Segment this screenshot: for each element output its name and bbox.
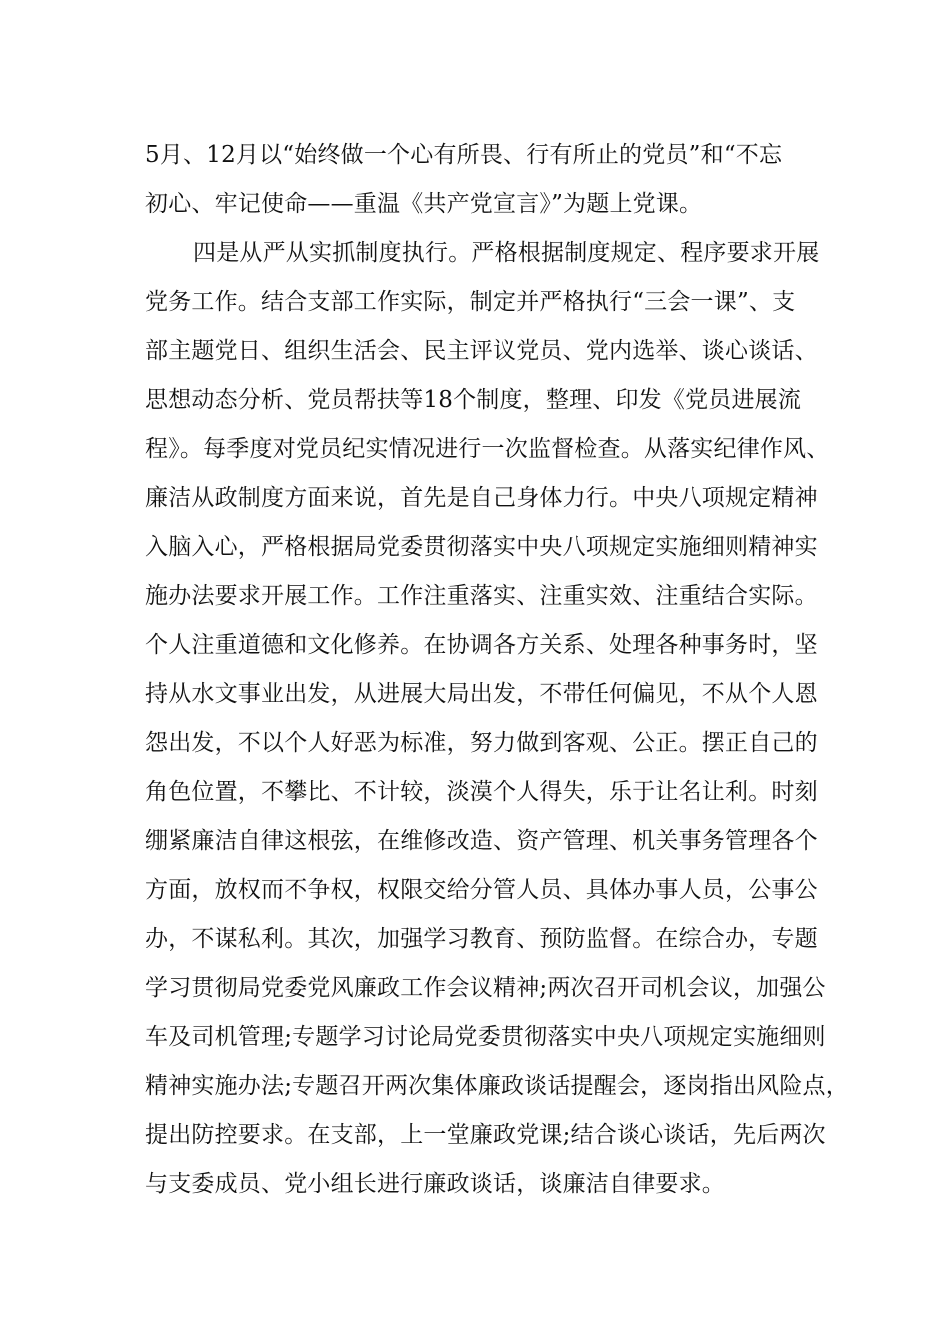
text-line: 5月、12月以“始终做一个心有所畏、行有所止的党员”和“不忘 <box>145 142 783 168</box>
text-line: 党务工作。结合支部工作实际，制定并严格执行“三会一课”、支 <box>145 289 796 315</box>
text-line: 精神实施办法;专题召开两次集体廉政谈话提醒会，逐岗指出风险点， <box>145 1073 849 1099</box>
paragraph-first-line: 四是从严从实抓制度执行。严格根据制度规定、程序要求开展 <box>193 240 820 266</box>
text-line: 方面，放权而不争权，权限交给分管人员、具体办事人员，公事公 <box>145 877 818 903</box>
text-line: 思想动态分析、党员帮扶等18个制度，整理、印发《党员进展流 <box>145 387 802 413</box>
text-line: 个人注重道德和文化修养。在协调各方关系、处理各种事务时，坚 <box>145 632 818 658</box>
text-line: 施办法要求开展工作。工作注重落实、注重实效、注重结合实际。 <box>145 583 818 609</box>
text-line: 初心、牢记使命——重温《共产党宣言》”为题上党课。 <box>145 191 703 217</box>
text-line: 入脑入心，严格根据局党委贯彻落实中央八项规定实施细则精神实 <box>145 534 818 560</box>
text-line: 办，不谋私利。其次，加强学习教育、预防监督。在综合办，专题 <box>145 926 818 952</box>
text-line: 绷紧廉洁自律这根弦，在维修改造、资产管理、机关事务管理各个 <box>145 828 818 854</box>
text-line: 持从水文事业出发，从进展大局出发，不带任何偏见，不从个人恩 <box>145 681 818 707</box>
text-line: 车及司机管理;专题学习讨论局党委贯彻落实中央八项规定实施细则 <box>145 1024 826 1050</box>
text-line: 怨出发，不以个人好恶为标准，努力做到客观、公正。摆正自己的 <box>145 730 818 756</box>
text-line: 廉洁从政制度方面来说，首先是自己身体力行。中央八项规定精神 <box>145 485 818 511</box>
text-line: 程》。每季度对党员纪实情况进行一次监督检查。从落实纪律作风、 <box>145 436 830 462</box>
text-line: 与支委成员、党小组长进行廉政谈话，谈廉洁自律要求。 <box>145 1171 725 1197</box>
text-line: 学习贯彻局党委党风廉政工作会议精神;两次召开司机会议，加强公 <box>145 975 826 1001</box>
text-line: 角色位置，不攀比、不计较，淡漠个人得失，乐于让名让利。时刻 <box>145 779 818 805</box>
text-line: 提出防控要求。在支部，上一堂廉政党课;结合谈心谈话，先后两次 <box>145 1122 826 1148</box>
text-line: 部主题党日、组织生活会、民主评议党员、党内选举、谈心谈话、 <box>145 338 818 364</box>
